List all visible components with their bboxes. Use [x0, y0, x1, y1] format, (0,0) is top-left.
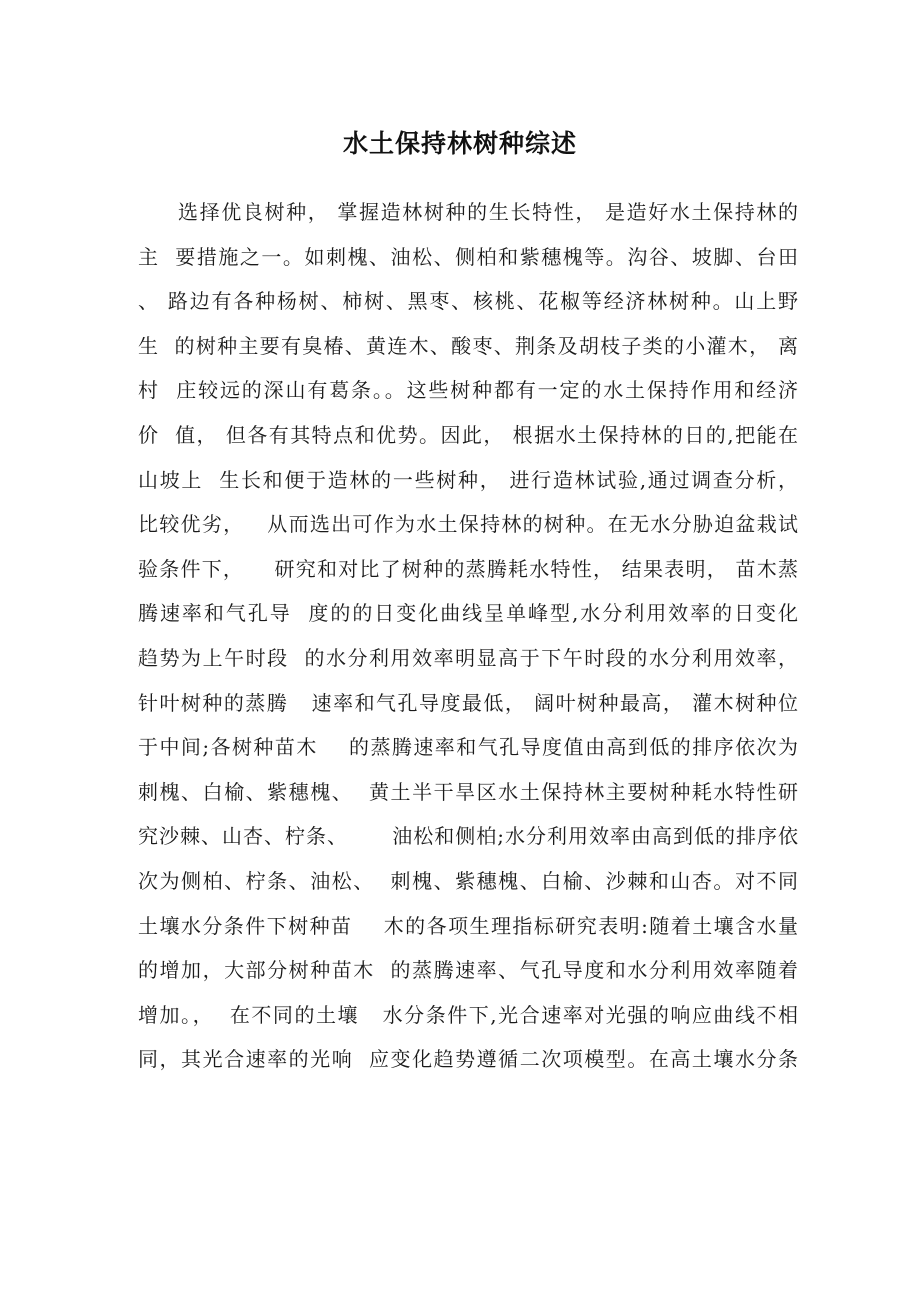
- document-title: 水土保持林树种综述: [342, 129, 577, 158]
- body-line-12: 针叶树种的蒸腾 速率和气孔导度最低， 阔叶树种最高， 灌木树种位: [138, 690, 798, 715]
- body-line-1: 选择优良树种， 掌握造林树种的生长特性， 是造好水土保持林的: [178, 200, 798, 224]
- body-line-13: 于中间;各树种苗木 的蒸腾速率和气孔导度值由高到低的排序依次为: [138, 735, 798, 760]
- body-line-3: 、 路边有各种杨树、柿树、黑枣、核桃、花椒等经济林树种。山上野: [138, 289, 798, 314]
- body-line-7: 山坡上 生长和便于造林的一些树种， 进行造林试验,通过调查分析，: [138, 467, 798, 492]
- document-body: [138, 190, 798, 1082]
- body-line-6: 价 值， 但各有其特点和优势。因此， 根据水土保持林的日的,把能在: [138, 422, 798, 447]
- body-line-18: 的增加，大部分树种苗木 的蒸腾速率、气孔导度和水分利用效率随着: [138, 958, 798, 983]
- body-line-16: 次为侧柏、柠条、油松、 刺槐、紫穗槐、白榆、沙棘和山杏。对不同: [138, 868, 798, 893]
- body-line-10: 腾速率和气孔导 度的的日变化曲线呈单峰型,水分利用效率的日变化: [138, 601, 798, 626]
- body-line-8: 比较优劣， 从而选出可作为水土保持林的树种。在无水分胁迫盆栽试: [138, 512, 798, 537]
- body-line-15: 究沙棘、山杏、柠条、 油松和侧柏;水分利用效率由高到低的排序依: [138, 824, 798, 849]
- body-line-14: 刺槐、白榆、紫穗槐、 黄土半干旱区水土保持林主要树种耗水特性研: [138, 779, 798, 804]
- body-line-11: 趋势为上午时段 的水分利用效率明显高于下午时段的水分利用效率，: [138, 645, 798, 670]
- body-line-5: 村 庄较远的深山有葛条。。这些树种都有一定的水土保持作用和经济: [138, 378, 798, 403]
- body-line-9: 验条件下， 研究和对比了树种的蒸腾耗水特性， 结果表明， 苗木蒸: [138, 556, 798, 581]
- body-line-20: 同，其光合速率的光响 应变化趋势遵循二次项模型。在高土壤水分条: [138, 1047, 798, 1072]
- body-line-2: 主 要措施之一。如刺槐、油松、侧柏和紫穗槐等。沟谷、坡脚、台田: [138, 244, 798, 269]
- body-line-17: 土壤水分条件下树种苗 木的各项生理指标研究表明:随着土壤含水量: [138, 913, 798, 938]
- body-line-4: 生 的树种主要有臭椿、黄连木、酸枣、荆条及胡枝子类的小灌木， 离: [138, 333, 798, 358]
- body-line-19: 增加。， 在不同的土壤 水分条件下,光合速率对光强的响应曲线不相: [138, 1002, 798, 1027]
